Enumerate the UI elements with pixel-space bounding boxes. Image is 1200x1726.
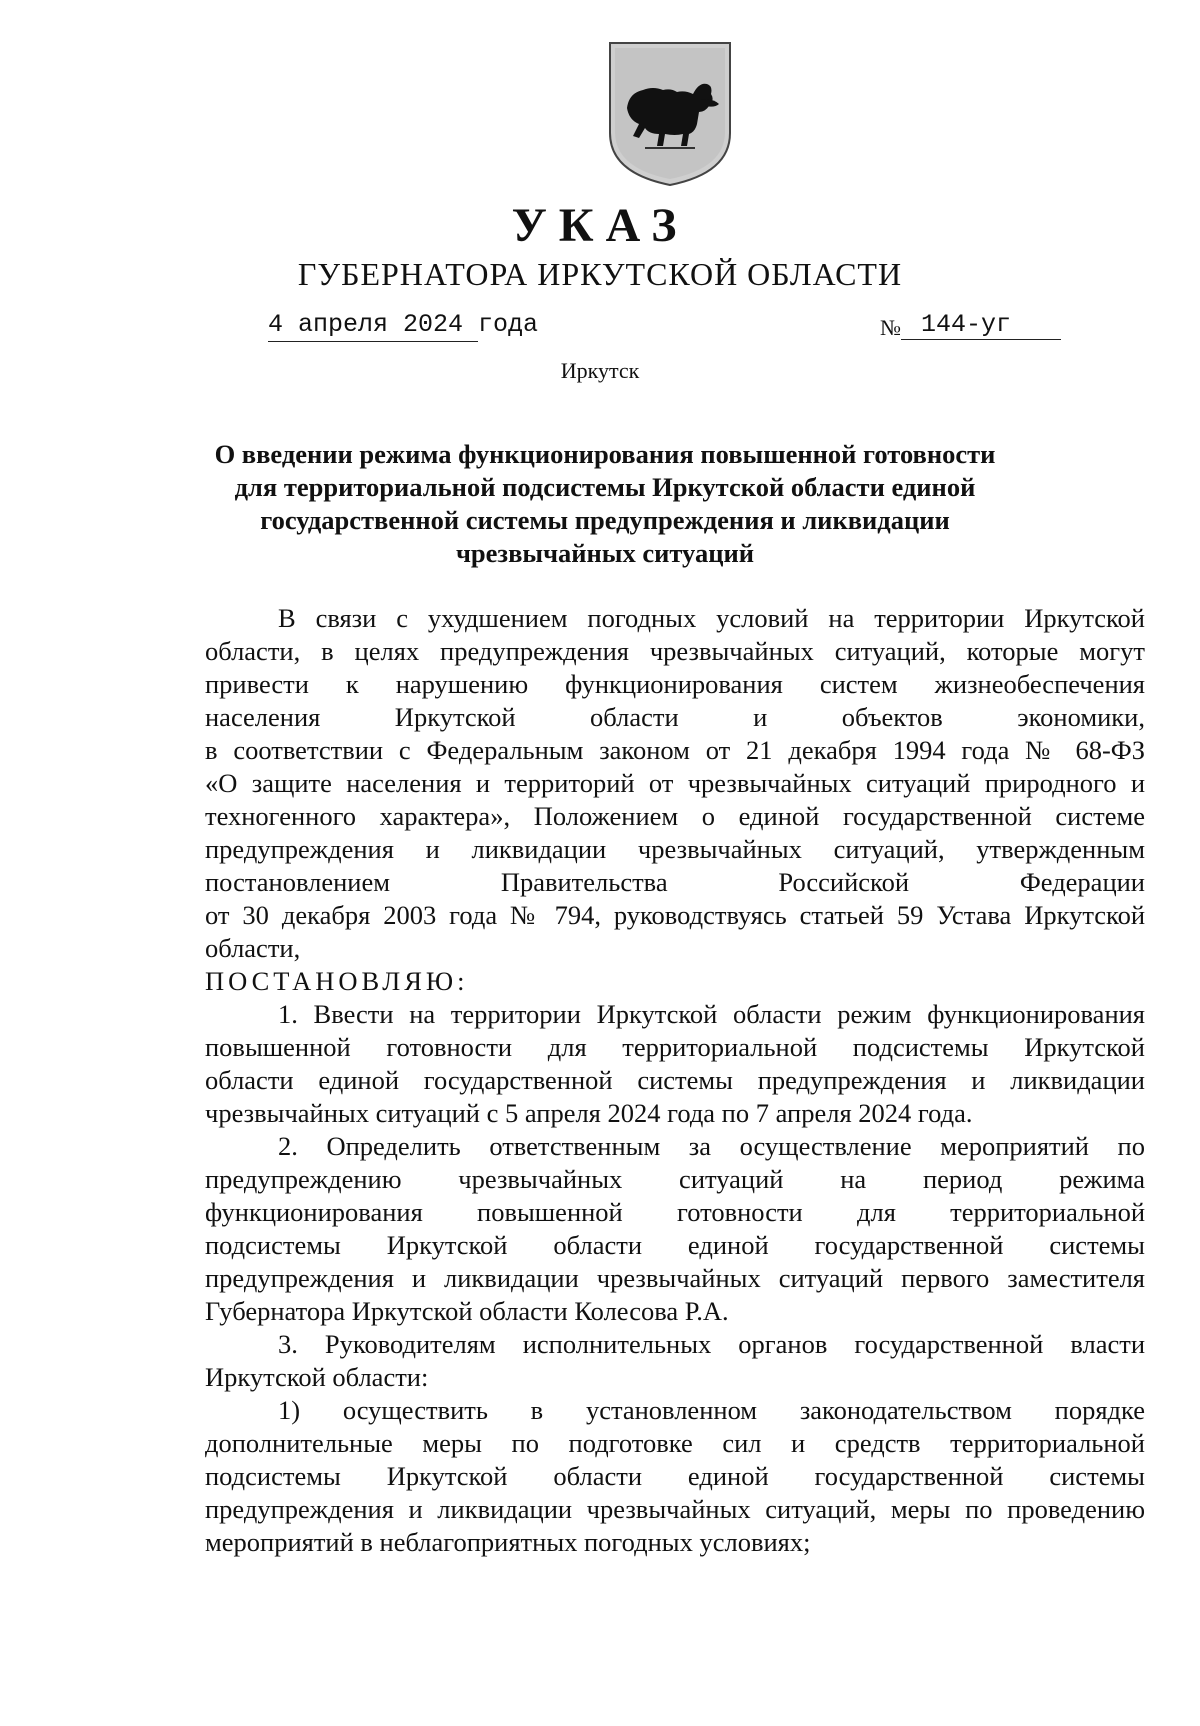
body-line: мероприятий в неблагоприятных погодных условиях; [205,1527,811,1557]
body-line: предупреждения и ликвидации чрезвычайных ситуаций, утвержденным [205,834,1145,864]
body-line: предупреждения и ликвидации чрезвычайных ситуаций первого заместителя [205,1263,1145,1293]
document-title: УКАЗ [511,199,689,252]
document-city: Иркутск [560,358,640,383]
body-line: подсистемы Иркутской области единой государственной системы [205,1461,1145,1491]
heading-line: чрезвычайных ситуаций [455,538,755,568]
document-date: 4 апреля 2024 года [268,310,478,342]
body-line: области, [205,933,301,963]
body-line: от 30 декабря 2003 года № 794, руководствуясь статьей 59 Устава Иркутской [205,900,1145,930]
body-line: «О защите населения и территорий от чрезвычайных ситуаций природного и [205,768,1145,798]
body-line: Иркутской области: [205,1362,429,1392]
body-line: дополнительные меры по подготовке сил и средств территориальной [205,1428,1145,1458]
document-body [205,602,1145,1559]
document-number: 144-уг [901,310,1061,340]
body-line: 3. Руководителям исполнительных органов государственной власти [278,1329,1145,1359]
coat-of-arms-emblem [605,38,735,188]
body-line: 2. Определить ответственным за осуществление мероприятий по [278,1131,1145,1161]
document-heading [210,438,1000,570]
number-sign: № [880,315,901,340]
document-number-block [880,310,1070,341]
body-line: в соответствии с Федеральным законом от 21 декабря 1994 года № 68-ФЗ [205,735,1145,765]
document-subtitle: ГУБЕРНАТОРА ИРКУТСКОЙ ОБЛАСТИ [297,256,903,292]
body-line: населения Иркутской области и объектов экономики, [205,702,1145,732]
body-line: области, в целях предупреждения чрезвычайных ситуаций, которые могут [205,636,1145,666]
body-line: 1. Ввести на территории Иркутской области режим функционирования [278,999,1145,1029]
heading-line: О введении режима функционирования повышенной готовности [214,439,996,469]
decree-word: ПОСТАНОВЛЯЮ: [205,966,469,996]
body-line: техногенного характера», Положением о единой государственной системе [205,801,1145,831]
heading-line: государственной системы предупреждения и ликвидации [260,505,950,535]
body-line: функционирования повышенной готовности для территориальной [205,1197,1145,1227]
body-line: чрезвычайных ситуаций с 5 апреля 2024 года по 7 апреля 2024 года. [205,1098,973,1128]
body-line: Губернатора Иркутской области Колесова Р.А. [205,1296,729,1326]
body-line: постановлением Правительства Российской Федерации [205,867,1145,897]
body-line: подсистемы Иркутской области единой государственной системы [205,1230,1145,1260]
body-line: В связи с ухудшением погодных условий на территории Иркутской [278,603,1145,633]
body-line: предупреждению чрезвычайных ситуаций на период режима [205,1164,1145,1194]
body-line: предупреждения и ликвидации чрезвычайных ситуаций, меры по проведению [205,1494,1145,1524]
heading-line: для территориальной подсистемы Иркутской области единой [234,472,976,502]
body-line: привести к нарушению функционирования систем жизнеобеспечения [205,669,1145,699]
body-line: 1) осуществить в установленном законодательством порядке [278,1395,1145,1425]
body-line: повышенной готовности для территориальной подсистемы Иркутской [205,1032,1145,1062]
body-line: области единой государственной системы предупреждения и ликвидации [205,1065,1145,1095]
